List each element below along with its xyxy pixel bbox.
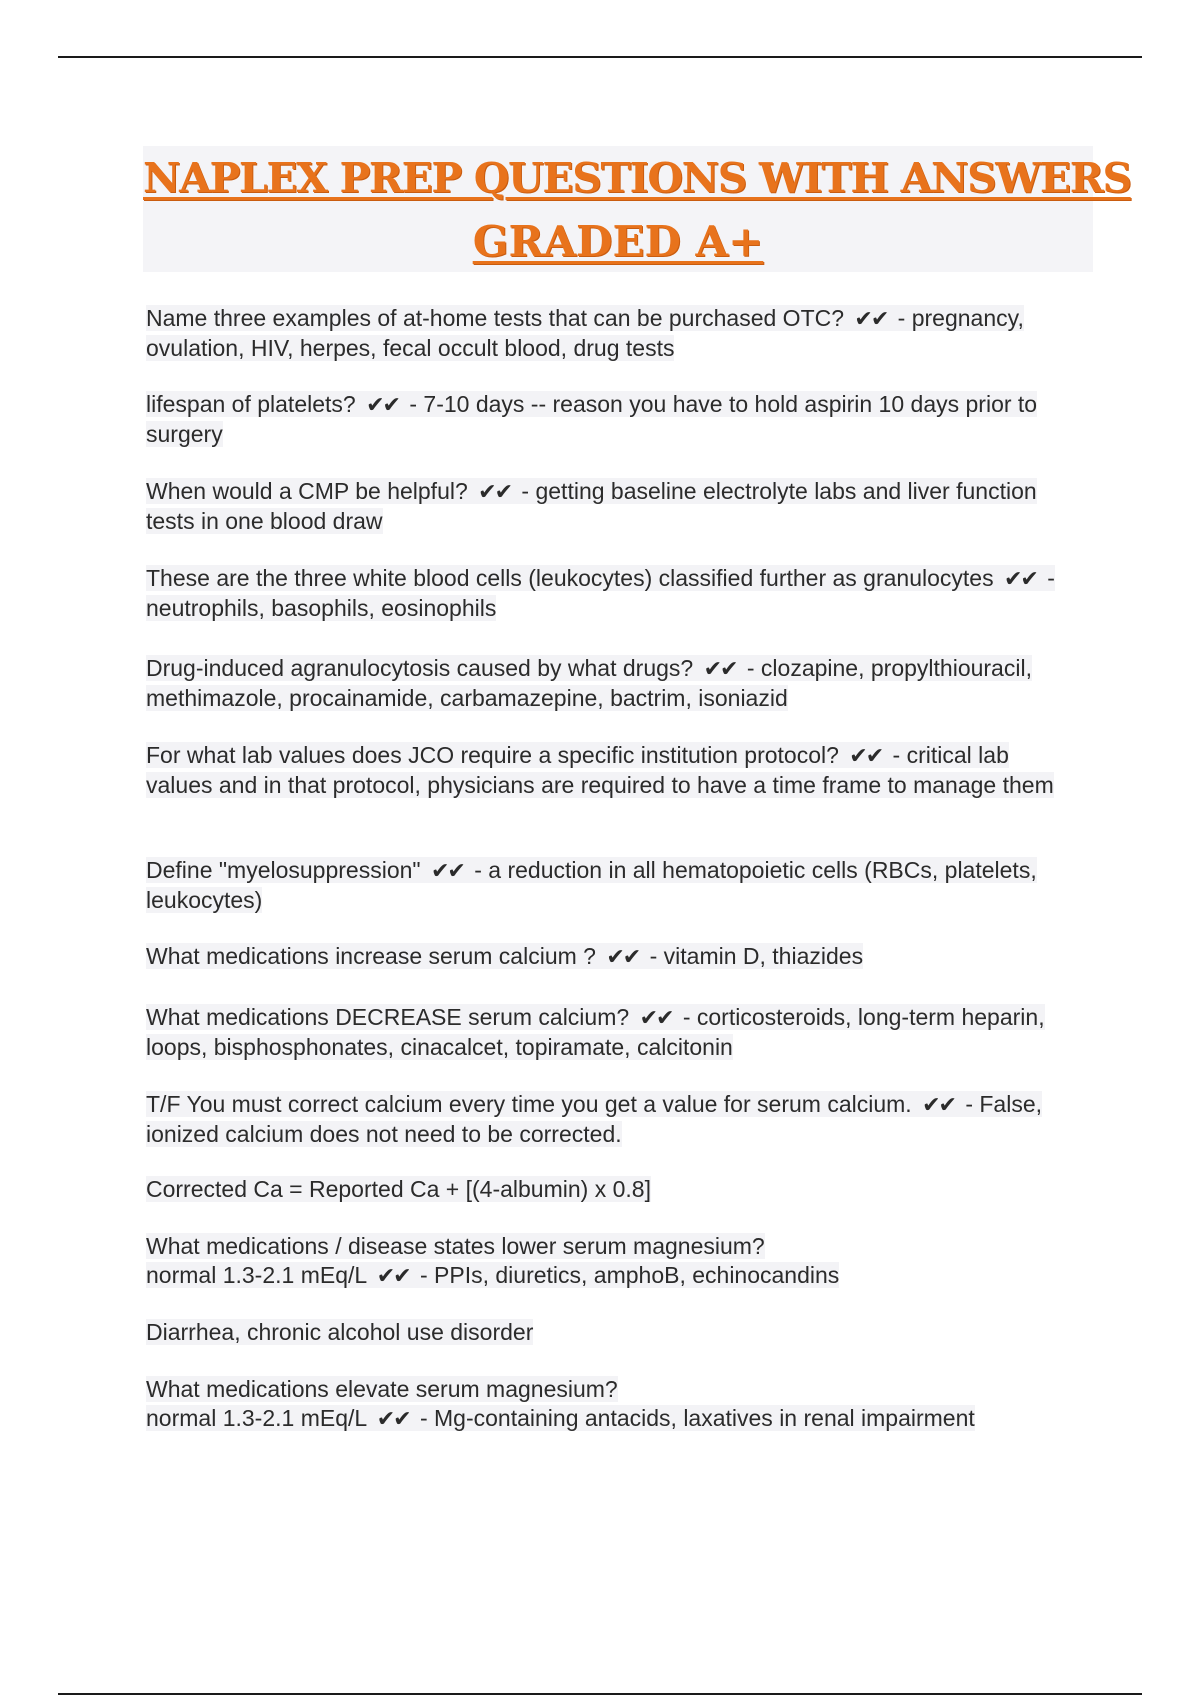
double-check-icon: ✔✔ xyxy=(606,945,640,970)
qa-item-13 xyxy=(146,1318,1076,1347)
double-check-icon: ✔✔ xyxy=(430,859,464,884)
qa-text: Define "myelosuppression" ✔✔ - a reduction in all hematopoietic cells (RBCs, platelets, leukocytes) xyxy=(146,857,1037,913)
qa-text: What medications elevate serum magnesium? normal 1.3-2.1 mEq/L ✔✔ - Mg-containing antacids, laxatives in renal impairment xyxy=(146,1376,975,1432)
qa-item-10 xyxy=(146,1090,1076,1149)
qa-text: Diarrhea, chronic alcohol use disorder xyxy=(146,1319,534,1345)
qa-text: T/F You must correct calcium every time you get a value for serum calcium. ✔✔ - False, ionized calcium does not need to be corrected. xyxy=(146,1091,1043,1147)
qa-text: These are the three white blood cells (leukocytes) classified further as granulocytes ✔✔ - neutrophils, basophils, eosinophils xyxy=(146,565,1055,621)
title-line-2: GRADED A+ xyxy=(472,217,764,266)
double-check-icon: ✔✔ xyxy=(639,1006,673,1031)
qa-text: lifespan of platelets? ✔✔ - 7-10 days -- reason you have to hold aspirin 10 days prior to surgery xyxy=(146,391,1038,447)
qa-text: When would a CMP be helpful? ✔✔ - getting baseline electrolyte labs and liver function tests in one blood draw xyxy=(146,478,1037,534)
double-check-icon: ✔✔ xyxy=(376,1264,410,1289)
qa-text: What medications / disease states lower serum magnesium? normal 1.3-2.1 mEq/L ✔✔ - PPIs, diuretics, amphoB, echinocandins xyxy=(146,1233,840,1289)
qa-item-12 xyxy=(146,1232,1076,1291)
qa-item-3 xyxy=(146,477,1076,536)
header-rule xyxy=(58,56,1142,58)
document-title xyxy=(143,146,1131,272)
qa-item-7 xyxy=(146,856,1076,915)
double-check-icon: ✔✔ xyxy=(703,657,737,682)
double-check-icon: ✔✔ xyxy=(376,1407,410,1432)
qa-text: For what lab values does JCO require a specific institution protocol? ✔✔ - critical lab values and in that protocol, physicians are required to have a time frame to manage them xyxy=(146,742,1054,798)
formula-text: Corrected Ca = Reported Ca + [(4-albumin) x 0.8] xyxy=(146,1176,651,1202)
qa-item-11 xyxy=(146,1175,1076,1204)
qa-text: What medications increase serum calcium ? ✔✔ - vitamin D, thiazides xyxy=(146,943,864,970)
qa-text: Name three examples of at-home tests that can be purchased OTC? ✔✔ - pregnancy, ovulation, HIV, herpes, fecal occult blood, drug tests xyxy=(146,305,1024,361)
qa-text: What medications DECREASE serum calcium? ✔✔ - corticosteroids, long-term heparin, loops, bisphosphonates, cinacalcet, topiramate, calcitonin xyxy=(146,1004,1045,1060)
footer-rule xyxy=(58,1693,1142,1695)
qa-item-8 xyxy=(146,942,1076,972)
qa-item-1 xyxy=(146,304,1076,363)
double-check-icon: ✔✔ xyxy=(849,744,883,769)
qa-item-5 xyxy=(146,654,1076,713)
double-check-icon: ✔✔ xyxy=(366,393,399,418)
qa-item-2 xyxy=(146,390,1076,449)
title-line-1: NAPLEX PREP QUESTIONS WITH ANSWERS xyxy=(143,154,1131,202)
double-check-icon: ✔✔ xyxy=(854,307,888,332)
qa-item-14 xyxy=(146,1375,1076,1434)
qa-item-9 xyxy=(146,1003,1076,1062)
qa-item-4 xyxy=(146,564,1076,623)
qa-item-6 xyxy=(146,741,1076,800)
double-check-icon: ✔✔ xyxy=(478,480,512,505)
double-check-icon: ✔✔ xyxy=(922,1093,955,1118)
qa-text: Drug-induced agranulocytosis caused by what drugs? ✔✔ - clozapine, propylthiouracil, methimazole, procainamide, carbamazepine, bactrim, isoniazid xyxy=(146,655,1032,711)
double-check-icon: ✔✔ xyxy=(1003,567,1037,592)
